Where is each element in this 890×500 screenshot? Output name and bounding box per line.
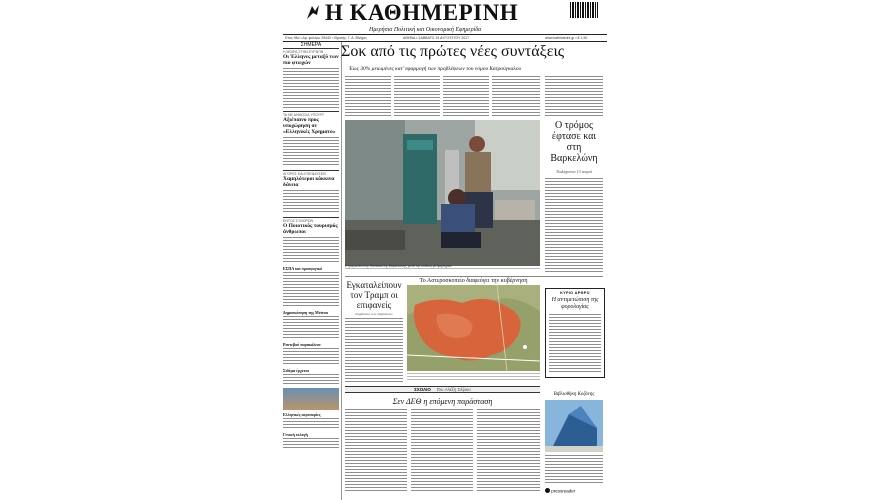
main-subhead: Έως 30% μειωμένες κατ’ εφαρμογή των προβλέψεων του νόμου Κατρούγκαλου (349, 66, 522, 72)
main-text-col-2 (394, 76, 440, 116)
comment-text-col-1 (345, 409, 407, 491)
info-right: www.kathimerini.gr • € 1,90 (545, 36, 588, 40)
left-text-block-3 (283, 190, 339, 214)
main-text-col-4 (492, 76, 540, 116)
opinion-text (549, 314, 601, 372)
left-section-3: ΑΓΟΡΕΣ ΚΑΙ ΕΠΕΝΔΥΣΕΙΣ (283, 170, 339, 176)
mid-rule (345, 276, 603, 277)
photo-caption: Η τραγωδία στην Ramblas της Βαρκελώνης, μετά την επίθεση με φορτηγάκι (345, 264, 452, 268)
side-story-subtitle: Τουλάχιστον 13 νεκροί (556, 169, 592, 174)
left-title-3: Χαμηλότεροι κόκκινα δάνεια (283, 176, 335, 188)
left-text-block-4 (283, 237, 339, 263)
info-center: ΑΘΗΝΑ • ΣΑΒΒΑΤΟ 19 ΑΥΓΟΥΣΤΟΥ 2017 (403, 36, 470, 40)
left-section-2: ΤΑ ΝΕ ΔΗΜΟΣΙΑ ΥΠΟΥΡΓ (283, 111, 339, 117)
masthead-tagline: Ημερήσια Πολιτική και Οικονομική Εφημερίδα (369, 27, 482, 33)
left-text-block-10 (283, 438, 339, 450)
side-story-text (545, 178, 603, 274)
masthead-logo-icon (305, 3, 321, 21)
second-story-title: Εγκαταλείπουν τον Τραμπ οι επιφανείς (346, 280, 402, 310)
left-section-4: ΕΝΤΟΣ ΣΥΝΟΡΩΝ (283, 217, 339, 223)
comment-bar (345, 386, 540, 393)
left-column (283, 42, 339, 450)
main-text-col-3 (443, 76, 489, 116)
info-left: Έτος 98ο • Αρ. φύλλου 29442 • Ιδρυτής: Γ. Α. Βλάχος (285, 36, 367, 40)
left-text-block-5 (283, 272, 339, 308)
left-column-divider (341, 42, 342, 500)
map-caption-lines (407, 373, 540, 382)
main-text-col-1 (345, 76, 391, 116)
left-item-2: Δημοσκόπηση της Metron (283, 310, 328, 315)
barcode (570, 2, 598, 18)
left-section-title: ΣΗΜΕΡΑ (300, 42, 322, 48)
newspaper-page (283, 0, 607, 500)
main-text-col-5 (545, 76, 603, 116)
left-text-block-7 (283, 348, 339, 366)
library-title: Βιβλιοθήκη Κοζάνης (553, 392, 595, 397)
pressreader-logo (545, 488, 575, 493)
library-text (545, 455, 603, 485)
left-item-3: Ραντεβού παρακάλεσε (283, 342, 321, 347)
left-text-block-2 (283, 137, 339, 167)
comment-label: ΣΧΟΛΙΟ (414, 387, 431, 392)
library-photo (545, 400, 603, 452)
comment-author: Του Αλέξη Σλίμου (436, 387, 471, 392)
left-text-block-8 (283, 374, 339, 386)
left-title-4: Ο Ποιοτικός τουρισμός άνθρωποι (283, 223, 338, 235)
left-title-2: Αξιέπαινο προς υποχώρηση σε «Ελληνικές Χρηματο» (283, 117, 336, 135)
comment-headline: Σεν ΔΕΘ η επόμενη παράσταση (392, 397, 493, 406)
pressreader-label: pressreader (551, 488, 576, 494)
left-item-6: Γενική εκλογή (283, 432, 308, 437)
opinion-title: Η αντιμετώπιση της φορολογίας (551, 297, 599, 310)
pressreader-icon (545, 488, 550, 493)
photo-caption-lines (345, 268, 540, 271)
side-story-title: Ο τρόμος έφτασε και στη Βαρκελώνη (550, 120, 598, 164)
left-text-block-9 (283, 418, 339, 430)
main-headline: Σοκ από τις πρώτες νέες συντάξεις (341, 43, 565, 60)
opinion-label: ΚΥΡΙΟ ΑΡΘΡΟ (560, 291, 590, 295)
comment-text-col-3 (477, 409, 540, 491)
top-rule (283, 34, 607, 35)
left-title-1: Οι Έλληνες μεταξύ των πιο φτωχών (283, 54, 339, 66)
left-item-5: Ελληνικές αεροπορίες (283, 412, 321, 417)
left-text-block-6 (283, 316, 339, 340)
fire-map (407, 285, 540, 371)
second-story-subtitle: Συμβούλιο των συμβούλων (355, 312, 393, 316)
main-photo (345, 120, 540, 266)
left-text-block-1 (283, 68, 339, 108)
left-sub-section: Η ΜΟΙΡΑ ΣΤΗΝ ΕΥΡΩΠΗ (283, 48, 339, 54)
opinion-box (545, 288, 605, 378)
second-story-text (345, 318, 403, 382)
map-story-title: Το Αστεροσκοπείο διαφεύγει την κυβέρνηση (419, 278, 528, 284)
left-item-4: Σιδέμα έρχεται (283, 368, 309, 373)
left-item-1: ΕΣΠΑ και προσφυγικό (283, 266, 322, 271)
comment-text-col-2 (411, 409, 473, 491)
masthead-title: Η ΚΑΘΗΜΕΡΙΝΗ (325, 0, 519, 25)
left-thumbnail-image (283, 388, 339, 410)
